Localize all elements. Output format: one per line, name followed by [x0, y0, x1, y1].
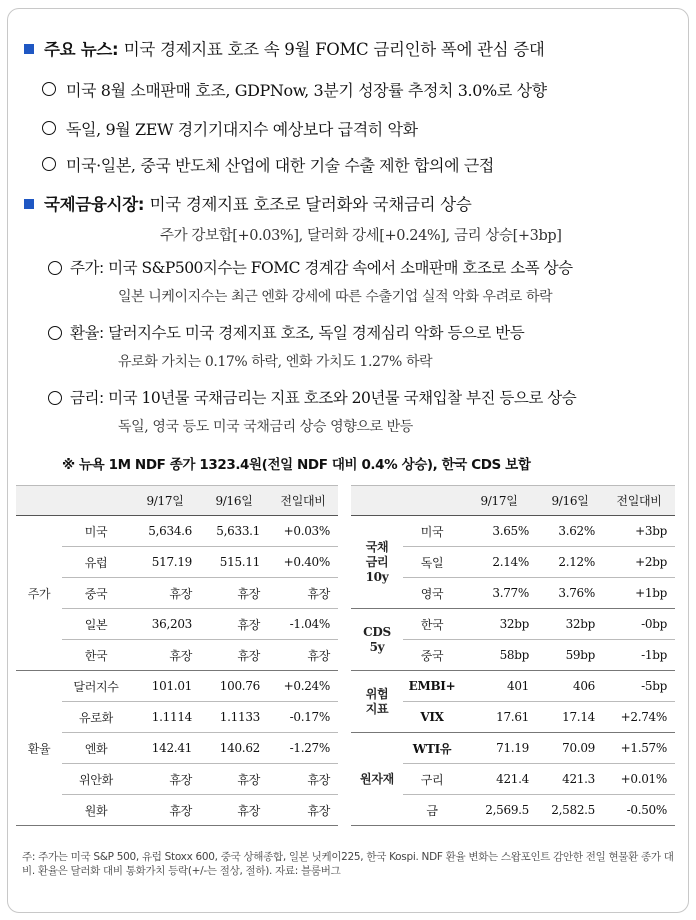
market-item-detail: 일본 니케이지수는 최근 엔화 강세에 따른 수출기업 실적 악화 우려로 하락 [118, 289, 553, 305]
table-header-cell [403, 486, 461, 516]
table-row-label: 구리 [403, 764, 461, 795]
table-cell: 401 [461, 671, 537, 702]
table-cell: 517.19 [130, 547, 200, 578]
table-row-label: 일본 [62, 609, 130, 640]
table-cell: 101.01 [130, 671, 200, 702]
blue-square-bullet-icon [24, 44, 34, 54]
table-cell: -1.27% [268, 733, 338, 764]
table-cell: +1bp [603, 578, 675, 609]
table-row [16, 702, 338, 733]
table-row-label: 위안화 [62, 764, 130, 795]
table-header-cell: 전일대비 [268, 486, 338, 516]
market-heading [44, 191, 471, 215]
market-item-text: 미국 10년물 국채금리는 지표 호조와 20년물 국채입찰 부진 등으로 상승 [108, 389, 577, 407]
table-row [16, 578, 338, 609]
table-row [16, 640, 338, 671]
table-row [16, 671, 338, 702]
table-cell: -0bp [603, 609, 675, 640]
table-cell: 70.09 [537, 733, 603, 764]
table-group-label: 주가 [16, 516, 62, 671]
table-cell: 3.62% [537, 516, 603, 547]
table-row-label: 중국 [62, 578, 130, 609]
news-item: 독일, 9월 ZEW 경기기대지수 예상보다 급격히 악화 [66, 120, 418, 139]
circle-bullet-icon [42, 121, 56, 135]
circle-bullet-icon [48, 326, 62, 340]
table-header-cell: 9/17일 [461, 486, 537, 516]
market-item-key: 주가: [70, 259, 104, 277]
table-cell: 5,634.6 [130, 516, 200, 547]
table-cell: 59bp [537, 640, 603, 671]
table-cell: +0.40% [268, 547, 338, 578]
table-cell: 421.4 [461, 764, 537, 795]
table-header-cell: 9/17일 [130, 486, 200, 516]
table-cell: 17.61 [461, 702, 537, 733]
table-row [351, 516, 675, 547]
left-market-table [16, 485, 338, 826]
table-cell: 휴장 [200, 578, 268, 609]
table-row-label: 유럽 [62, 547, 130, 578]
table-row-label: 미국 [62, 516, 130, 547]
market-item-rates [70, 386, 576, 408]
table-cell: 3.65% [461, 516, 537, 547]
circle-bullet-icon [48, 391, 62, 405]
table-cell: 2.12% [537, 547, 603, 578]
circle-bullet-icon [42, 82, 56, 96]
table-cell: 5,633.1 [200, 516, 268, 547]
table-cell: 421.3 [537, 764, 603, 795]
table-row-label: WTI유 [403, 733, 461, 764]
market-item-fx [70, 321, 524, 343]
table-row [351, 733, 675, 764]
table-row-label: 중국 [403, 640, 461, 671]
table-cell: 2,569.5 [461, 795, 537, 826]
table-cell: +2.74% [603, 702, 675, 733]
table-header-cell: 9/16일 [537, 486, 603, 516]
table-header-cell [351, 486, 403, 516]
table-header-cell: 9/16일 [200, 486, 268, 516]
table-cell: 휴장 [200, 764, 268, 795]
market-heading-text: 미국 경제지표 호조로 달러화와 국채금리 상승 [149, 195, 472, 214]
table-cell: +0.01% [603, 764, 675, 795]
table-cell: 휴장 [130, 640, 200, 671]
table-cell: 휴장 [268, 795, 338, 826]
table-row-label: 독일 [403, 547, 461, 578]
table-header-row [351, 486, 675, 516]
table-header-cell [16, 486, 62, 516]
table-cell: 2.14% [461, 547, 537, 578]
table-row-label: 엔화 [62, 733, 130, 764]
table-row [16, 795, 338, 826]
market-heading-key: 국제금융시장: [44, 195, 145, 214]
table-cell: 140.62 [200, 733, 268, 764]
table-header-cell [62, 486, 130, 516]
news-heading [44, 36, 545, 60]
market-item-detail: 유로화 가치는 0.17% 하락, 엔화 가치도 1.27% 하락 [118, 354, 433, 370]
market-item-stocks [70, 256, 573, 278]
table-cell: 휴장 [268, 578, 338, 609]
table-group-label: CDS 5y [351, 609, 403, 671]
news-item: 미국·일본, 중국 반도체 산업에 대한 기술 수출 제한 합의에 근접 [66, 156, 494, 175]
circle-bullet-icon [42, 157, 56, 171]
table-row-label: EMBI+ [403, 671, 461, 702]
market-item-text: 달러지수도 미국 경제지표 호조, 독일 경제심리 악화 등으로 반등 [108, 324, 525, 342]
table-row [16, 764, 338, 795]
market-item-key: 금리: [70, 389, 104, 407]
table-cell: +3bp [603, 516, 675, 547]
table-header-row [16, 486, 338, 516]
table-row-label: 유로화 [62, 702, 130, 733]
table-cell: -0.50% [603, 795, 675, 826]
market-item-key: 환율: [70, 324, 104, 342]
table-cell: 100.76 [200, 671, 268, 702]
table-cell: -0.17% [268, 702, 338, 733]
table-cell: 휴장 [268, 764, 338, 795]
table-cell: 휴장 [200, 795, 268, 826]
table-cell: 32bp [461, 609, 537, 640]
market-item-text: 미국 S&P500지수는 FOMC 경계감 속에서 소매판매 호조로 소폭 상승 [108, 259, 573, 277]
news-item: 미국 8월 소매판매 호조, GDPNow, 3분기 성장률 추정치 3.0%로 상향 [66, 81, 547, 100]
table-cell: 휴장 [130, 764, 200, 795]
table-group-label: 국채 금리 10y [351, 516, 403, 609]
table-row [16, 609, 338, 640]
table-cell: 2,582.5 [537, 795, 603, 826]
table-row [351, 671, 675, 702]
table-cell: +1.57% [603, 733, 675, 764]
table-cell: +0.03% [268, 516, 338, 547]
news-heading-key: 주요 뉴스: [44, 40, 119, 59]
table-cell: 17.14 [537, 702, 603, 733]
table-cell: -5bp [603, 671, 675, 702]
table-cell: 휴장 [200, 609, 268, 640]
circle-bullet-icon [48, 261, 62, 275]
table-cell: 3.76% [537, 578, 603, 609]
table-cell: 142.41 [130, 733, 200, 764]
table-row-label: 미국 [403, 516, 461, 547]
market-item-detail: 독일, 영국 등도 미국 국채금리 상승 영향으로 반등 [118, 419, 413, 435]
table-cell: 36,203 [130, 609, 200, 640]
table-row [16, 516, 338, 547]
table-cell: 휴장 [268, 640, 338, 671]
table-group-label: 환율 [16, 671, 62, 826]
table-cell: -1.04% [268, 609, 338, 640]
table-cell: 515.11 [200, 547, 268, 578]
table-row-label: 한국 [403, 609, 461, 640]
table-cell: 1.1114 [130, 702, 200, 733]
table-row-label: VIX [403, 702, 461, 733]
table-cell: 3.77% [461, 578, 537, 609]
table-cell: 휴장 [130, 578, 200, 609]
footnote: 주: 주가는 미국 S&P 500, 유럽 Stoxx 600, 중국 상해종합, 일본 닛케이225, 한국 Kospi. NDF 환율 변화는 스왑포인트 감안한 전일 현물환 종가 대비. 환율은 달러화 대비 통화가치 등락(+/-는 절상, 절하). 자료: 블룸버그 [22, 851, 674, 877]
right-market-table [351, 485, 675, 826]
table-row-label: 금 [403, 795, 461, 826]
table-cell: -1bp [603, 640, 675, 671]
table-cell: 1.1133 [200, 702, 268, 733]
table-cell: 58bp [461, 640, 537, 671]
table-row-label: 원화 [62, 795, 130, 826]
table-row [16, 547, 338, 578]
table-group-label: 원자재 [351, 733, 403, 826]
table-group-label: 위험 지표 [351, 671, 403, 733]
table-row [16, 733, 338, 764]
table-cell: +2bp [603, 547, 675, 578]
table-cell: 32bp [537, 609, 603, 640]
market-summary: 주가 강보합[+0.03%], 달러화 강세[+0.24%], 금리 상승[+3bp] [160, 228, 562, 244]
table-row-label: 달러지수 [62, 671, 130, 702]
table-cell: 406 [537, 671, 603, 702]
table-row-label: 영국 [403, 578, 461, 609]
table-cell: 71.19 [461, 733, 537, 764]
table-cell: 휴장 [200, 640, 268, 671]
table-header-cell: 전일대비 [603, 486, 675, 516]
table-row [351, 609, 675, 640]
news-heading-text: 미국 경제지표 호조 속 9월 FOMC 금리인하 폭에 관심 증대 [123, 40, 545, 59]
table-cell: 휴장 [130, 795, 200, 826]
table-cell: +0.24% [268, 671, 338, 702]
ndf-note: ※ 뉴욕 1M NDF 종가 1323.4원(전일 NDF 대비 0.4% 상승), 한국 CDS 보합 [62, 457, 531, 473]
blue-square-bullet-icon [24, 199, 34, 209]
table-row-label: 한국 [62, 640, 130, 671]
